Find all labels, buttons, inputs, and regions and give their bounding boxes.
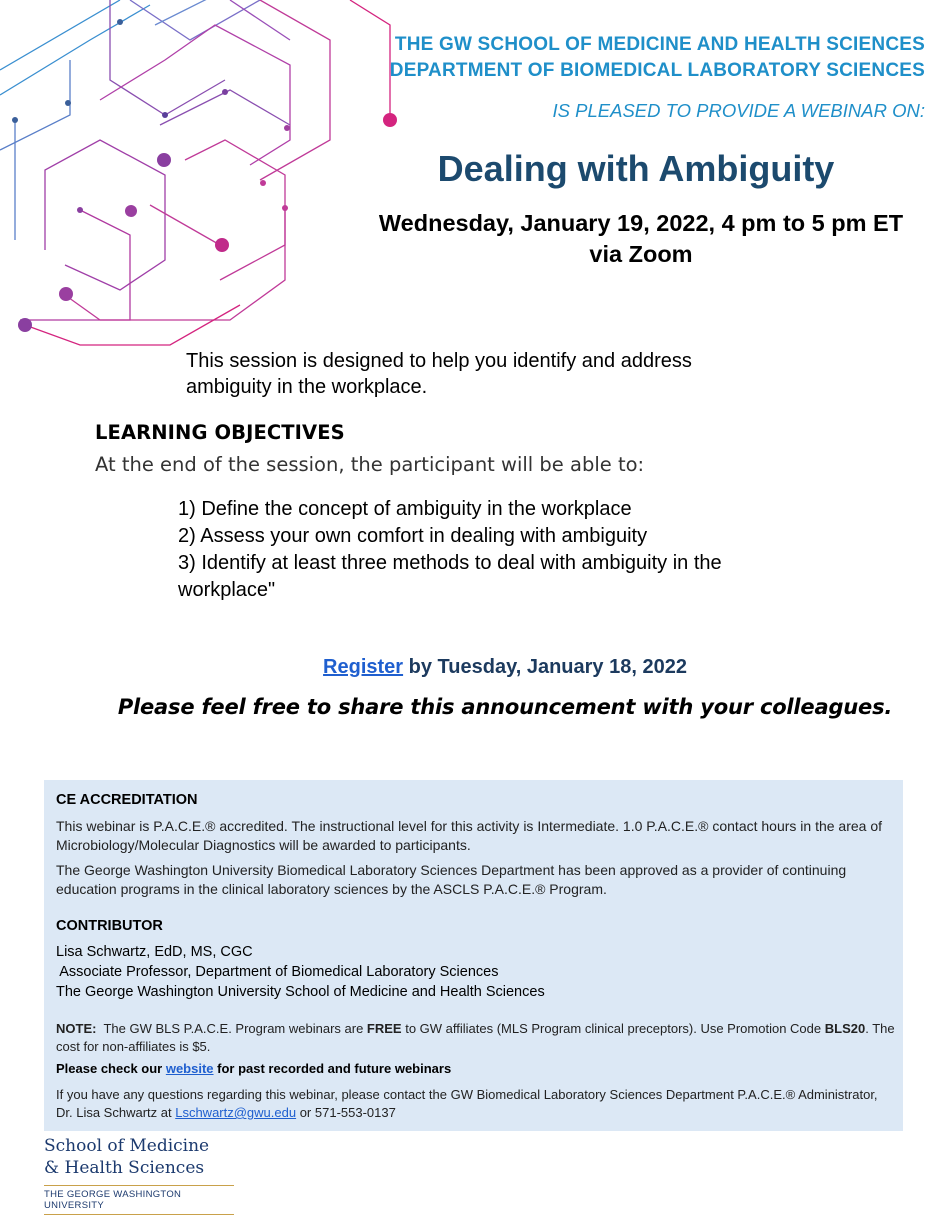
promo-code: BLS20 [824, 1021, 866, 1036]
objective-item: 1) Define the concept of ambiguity in the workplace [178, 498, 632, 520]
learning-objectives-intro: At the end of the session, the participant will be able to: [95, 453, 645, 476]
registration-line [0, 656, 951, 679]
session-description: This session is designed to help you identify and address ambiguity in the workplace. [186, 350, 692, 398]
website-text: Please check our [56, 1061, 166, 1076]
note-text: . The cost for non-affiliates is $5. [56, 1021, 895, 1054]
contributor-title: Associate Professor, Department of Biomedical Laboratory Sciences [56, 964, 499, 980]
provider-approval-text: The George Washington University Biomedical Laboratory Sciences Department has been approved as a provider of continuing education programs in the clinical laboratory sciences by the ASCLS P.A.C.E.® Program. [56, 862, 847, 897]
note-free: FREE [366, 1021, 402, 1036]
share-announcement-text: Please feel free to share this announcement with your colleagues. [117, 695, 893, 719]
webinar-announcement-tagline: IS PLEASED TO PROVIDE A WEBINAR ON: [552, 100, 925, 121]
contributor-name: Lisa Schwartz, EdD, MS, CGC [56, 944, 253, 960]
contact-phone: or 571-553-0137 [296, 1105, 396, 1120]
objective-item: 3) Identify at least three methods to deal with ambiguity in the workplace" [178, 552, 722, 601]
learning-objectives-heading: LEARNING OBJECTIVES [95, 421, 345, 444]
learning-objectives-list [178, 496, 778, 604]
contributor-details [56, 942, 895, 1002]
website-text: for past recorded and future webinars [213, 1061, 452, 1076]
contact-text: If you have any questions regarding this webinar, please contact the GW Biomedical Laboratory Sciences Department P.A.C.E.® Administrator, Dr. Lisa Schwartz at [56, 1087, 878, 1120]
register-deadline: by Tuesday, January 18, 2022 [403, 656, 687, 678]
contributor-organization: The George Washington University School of Medicine and Health Sciences [56, 984, 545, 1000]
department-name-heading: DEPARTMENT OF BIOMEDICAL LABORATORY SCIENCES [389, 60, 925, 81]
ce-accreditation-heading: CE ACCREDITATION [56, 792, 198, 808]
contributor-heading: CONTRIBUTOR [56, 918, 163, 934]
logo-university-name: THE GEORGE WASHINGTON UNIVERSITY [44, 1189, 182, 1211]
objective-item: 2) Assess your own comfort in dealing with ambiguity [178, 525, 648, 547]
logo-line-2: & Health Sciences [44, 1158, 205, 1178]
contact-info [56, 1086, 895, 1122]
note-text: The GW BLS P.A.C.E. Program webinars are [96, 1021, 367, 1036]
logo-line-1: School of Medicine [44, 1136, 210, 1156]
gw-smhs-logo [44, 1135, 244, 1215]
webinar-venue: via Zoom [589, 241, 693, 267]
note-text: to GW affiliates (MLS Program clinical preceptors). Use Promotion Code [401, 1021, 825, 1036]
webinar-title: Dealing with Ambiguity [437, 148, 835, 189]
note-label: NOTE: [56, 1021, 97, 1036]
email-link[interactable]: Lschwartz@gwu.edu [175, 1105, 297, 1120]
accreditation-info-box [44, 780, 903, 1131]
webinar-date: Wednesday, January 19, 2022, 4 pm to 5 pm ET [378, 210, 904, 236]
school-name-heading: THE GW SCHOOL OF MEDICINE AND HEALTH SCIENCES [394, 34, 925, 55]
website-line [56, 1061, 895, 1076]
website-link[interactable]: website [165, 1061, 214, 1076]
ce-accreditation-text: This webinar is P.A.C.E.® accredited. The instructional level for this activity is Intermediate. 1.0 P.A.C.E.® contact hours in the area of Microbiology/Molecular Diagnostics will be awarded to participants. [56, 818, 883, 853]
webinar-datetime [336, 208, 946, 270]
pricing-note [56, 1020, 895, 1056]
register-link[interactable]: Register [323, 656, 404, 678]
logo-divider [44, 1185, 234, 1186]
